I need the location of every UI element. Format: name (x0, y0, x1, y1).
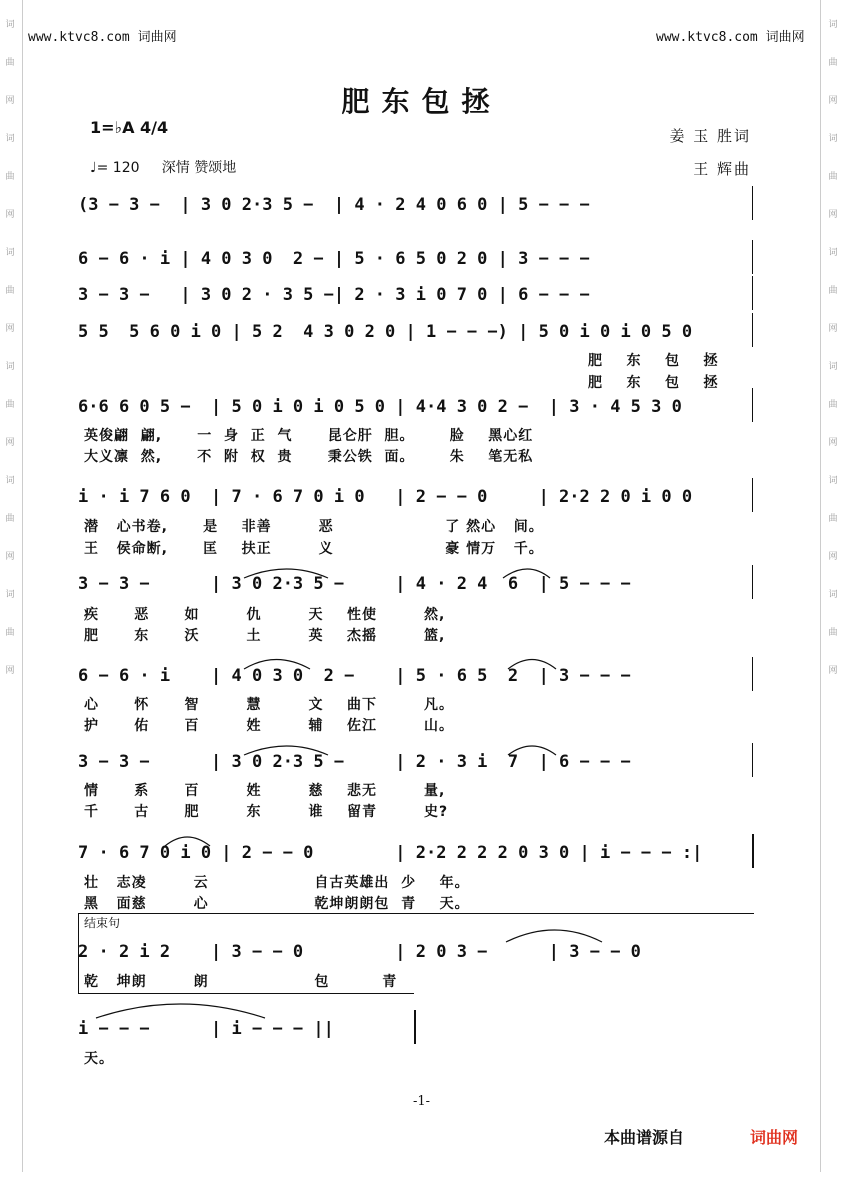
lyric-line: 英俊翩 翩, 一 身 正 气 昆仑肝 胆。 脸 黑心红 (84, 428, 534, 444)
page-number: -1- (412, 1094, 431, 1109)
barline (752, 565, 753, 599)
notes: 5 5 5 6 0 i 0 | 5 2 4 3 0 2 0 | 1 − − −) | 5 0 i 0 i 0 5 0 (78, 322, 693, 342)
notes: 2 · 2 i 2 | 3 − − 0 | 2 0 3 − | 3 − − 0 (78, 942, 641, 962)
notes: 3 − 3 − | 3 0 2·3 5 − | 2 · 3 i 7 | 6 − − − (78, 752, 631, 772)
source-label: 本曲谱源自 (604, 1128, 685, 1147)
lyric-line: 肥 东 沃 土 英 杰摇 篮, (84, 628, 446, 644)
notes: 6 − 6 · i | 4 0 3 0 2 − | 5 · 6 5 2 | 3 − − − (78, 666, 631, 686)
lyric-line: 心 怀 智 慧 文 曲下 凡。 (84, 697, 454, 713)
lyricist-credit: 姜 玉 胜词 (669, 127, 751, 145)
lyric-line: 肥 东 包 拯 (588, 353, 719, 369)
left-watermark: 词 曲 网 词 曲 网 词 曲 网 词 曲 网 词 曲 网 词 曲 网 (5, 20, 15, 676)
barline (752, 186, 753, 220)
final-barline (414, 1010, 416, 1044)
lyric-line: 千 古 肥 东 谁 留青 史? (84, 804, 449, 820)
repeat-barline (752, 834, 754, 868)
notes: 6·6 6 0 5 − | 5 0 i 0 i 0 5 0 | 4·4 3 0 2 − | 3 · 4 5 3 0 (78, 397, 682, 417)
lyric-line: 天。 (84, 1051, 114, 1067)
notes: 3 − 3 − | 3 0 2·3 5 − | 4 · 2 4 6 | 5 − − − (78, 574, 631, 594)
lyric-line: 王 侯命断, 匡 扶正 义 豪 情万 千。 (84, 541, 544, 557)
lyric-line: 乾 坤朗 朗 包 青 (84, 974, 398, 990)
lyric-line: 情 系 百 姓 慈 悲无 量, (84, 783, 446, 799)
barline (752, 388, 753, 422)
notes: 3 − 3 − | 3 0 2 · 3 5 −| 2 · 3 i 0 7 0 | 6 − − − (78, 285, 590, 305)
composer-credit: 王 辉曲 (693, 160, 751, 178)
lyric-line: 肥 东 包 拯 (588, 375, 719, 391)
notes: (3 − 3 − | 3 0 2·3 5 − | 4 · 2 4 0 6 0 | 5 − − − (78, 195, 590, 215)
lyric-line: 大义凛 然, 不 附 权 贵 秉公铁 面。 朱 笔无私 (84, 449, 534, 465)
notes: 7 · 6 7 0 i 0 | 2 − − 0 | 2·2 2 2 2 0 3 0 | i − − − :| (78, 843, 703, 863)
brand-logo[interactable]: 词曲网 (750, 1128, 799, 1147)
lyric-line: 黑 面慈 心 乾坤朗朗包 青 天。 (84, 896, 470, 912)
notes: i · i 7 6 0 | 7 · 6 7 0 i 0 | 2 − − 0 | 2·2 2 0 i 0 0 (78, 487, 693, 507)
key-signature: 1=♭A 4/4 (90, 118, 169, 137)
tempo-marking: ♩= 120 深情 赞颂地 (90, 160, 237, 176)
lyric-line: 疾 恶 如 仇 天 性使 然, (84, 607, 446, 623)
coda-label: 结束句 (84, 916, 121, 930)
right-watermark: 词 曲 网 词 曲 网 词 曲 网 词 曲 网 词 曲 网 词 曲 网 (828, 20, 838, 676)
barline (752, 743, 753, 777)
barline (752, 276, 753, 310)
barline (752, 478, 753, 512)
site-url-left: www.ktvc8.com 词曲网 (28, 30, 177, 45)
barline (752, 657, 753, 691)
lyric-line: 护 佑 百 姓 辅 佐江 山。 (84, 718, 454, 734)
expression-text: 深情 赞颂地 (161, 160, 237, 176)
site-url-right: www.ktvc8.com 词曲网 (656, 30, 805, 45)
barline (752, 240, 753, 274)
notes: i − − − | i − − − || (78, 1019, 334, 1039)
lyric-line: 潜 心书卷, 是 非善 恶 了 然心 间。 (84, 519, 544, 535)
barline (752, 313, 753, 347)
lyric-line: 壮 志凌 云 自古英雄出 少 年。 (84, 875, 470, 891)
song-title: 肥东包拯 (341, 85, 502, 118)
notes: 6 − 6 · i | 4 0 3 0 2 − | 5 · 6 5 0 2 0 | 3 − − − (78, 249, 590, 269)
